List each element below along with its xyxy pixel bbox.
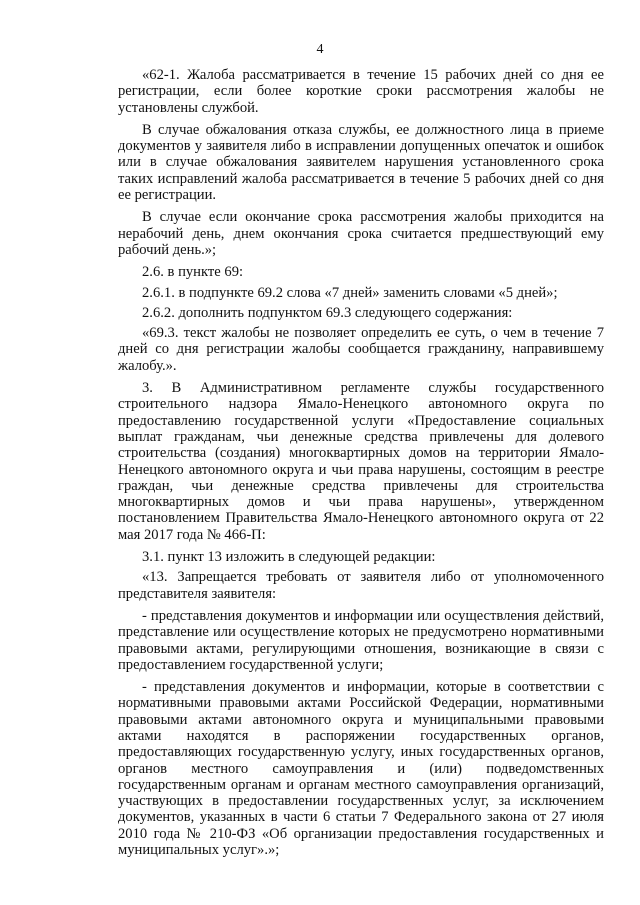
document-body	[118, 67, 604, 864]
paragraph-appeal-refusal: В случае обжалования отказа службы, ее должностного лица в приеме документов у заявителя либо в исправлении допущенных опечаток и ошибок или в случае обжалования заявителем нарушения установленного срока таких исправлений жалоба рассматривается в течение 5 рабочих дней со дня ее регистрации.	[118, 121, 604, 204]
page-number: 4	[316, 42, 324, 57]
paragraph-3: 3. В Административном регламенте службы государственного строительного надзора Ямало-Ненецкого автономного округа по предоставлению государственной услуги «Предоставление социальных выплат гражданам, чьи денежные средства привлечены для долевого строительства (создания) многоквартирных домов на территории Ямало-Ненецкого автономного округа и чьи права нарушены, состоящим в реестре граждан, чьи денежные средства привлечены для строительства многоквартирных домов и чьи права нарушены», утвержденном постановлением Правительства Ямало-Ненецкого автономного округа от 22 мая 2017 года № 466-П:	[118, 380, 604, 543]
paragraph-3-1: 3.1. пункт 13 изложить в следующей редакции:	[142, 549, 436, 566]
paragraph-69-3: «69.3. текст жалобы не позволяет определить ее суть, о чем в течение 7 дней со дня регистрации жалобы сообщается гражданину, направившему жалобу.».	[118, 325, 604, 374]
paragraph-2-6: 2.6. в пункте 69:	[142, 264, 244, 281]
paragraph-nonworking-day: В случае если окончание срока рассмотрения жалобы приходится на нерабочий день, днем окончания срока считается предшествующий ему рабочий день.»;	[118, 209, 604, 258]
paragraph-13: «13. Запрещается требовать от заявителя либо от уполномоченного представителя заявителя:	[118, 569, 604, 602]
paragraph-62-1: «62-1. Жалоба рассматривается в течение 15 рабочих дней со дня ее регистрации, если более короткие сроки рассмотрения жалобы не установлены службой.	[118, 67, 604, 116]
list-item-dash-1: - представления документов и информации или осуществления действий, представление или осуществление которых не предусмотрено нормативными правовыми актами, регулирующими отношения, возникающие в связи с предоставлением государственной услуги;	[118, 607, 604, 673]
paragraph-2-6-1: 2.6.1. в подпункте 69.2 слова «7 дней» заменить словами «5 дней»;	[142, 284, 558, 301]
list-item-dash-2: - представления документов и информации, которые в соответствии с нормативными правовыми актами Российской Федерации, нормативными правовыми актами автономного округа и муниципальными правовыми актами находятся в распоряжении государственных органов, предоставляющих государственную услугу, иных государственных органов, органов местного самоуправления и (или) подведомственных государственным органам и органам местного самоуправления организаций, участвующих в предоставлении государственных услуг, за исключением документов, указанных в части 6 статьи 7 Федерального закона от 27 июля 2010 года № 210-ФЗ «Об организации предоставления государственных и муниципальных услуг».»;	[118, 679, 604, 859]
paragraph-2-6-2: 2.6.2. дополнить подпунктом 69.3 следующего содержания:	[142, 304, 513, 321]
